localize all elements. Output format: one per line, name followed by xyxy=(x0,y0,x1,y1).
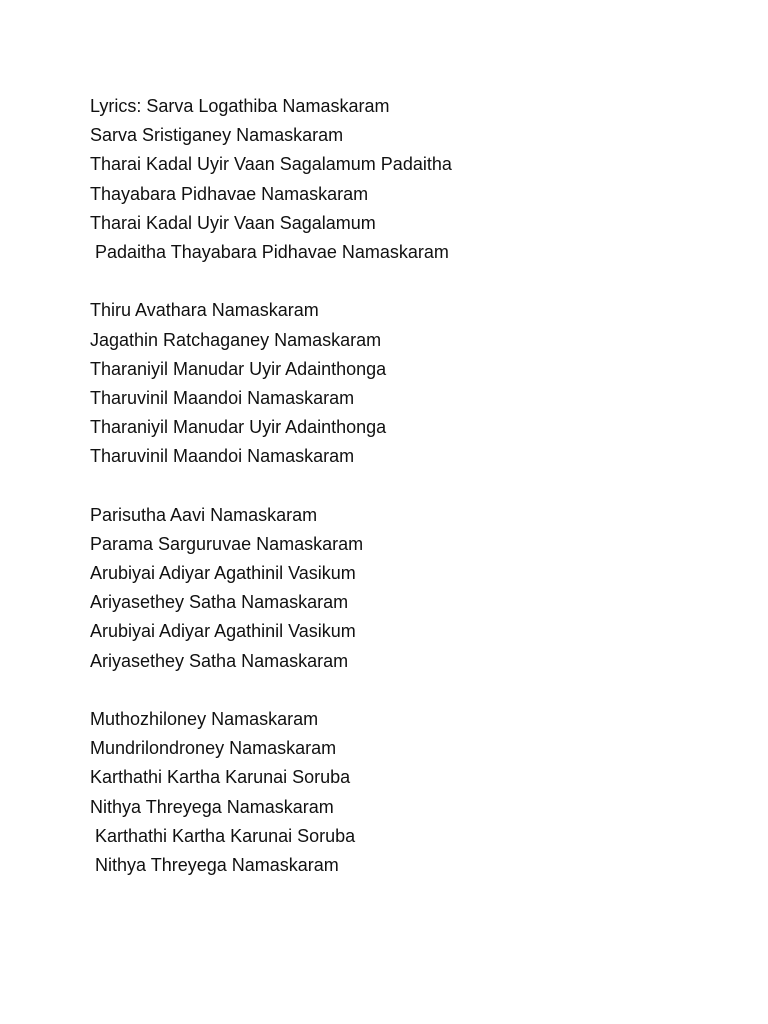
lyric-line: Parisutha Aavi Namaskaram xyxy=(90,504,318,525)
lyric-line: Karthathi Kartha Karunai Soruba xyxy=(90,825,356,846)
lyric-line: Thiru Avathara Namaskaram xyxy=(90,300,319,321)
lyric-line: Parama Sarguruvae Namaskaram xyxy=(90,533,364,554)
stanza-4 xyxy=(90,705,730,880)
stanza-2 xyxy=(90,296,730,471)
lyric-line: Tharaniyil Manudar Uyir Adainthonga xyxy=(90,417,387,438)
lyric-line: Tharuvinil Maandoi Namaskaram xyxy=(90,387,355,408)
lyric-line: Arubiyai Adiyar Agathinil Vasikum xyxy=(90,621,356,642)
lyric-line: Thayabara Pidhavae Namaskaram xyxy=(90,183,369,204)
lyric-line: Tharai Kadal Uyir Vaan Sagalamum xyxy=(90,212,376,233)
lyrics-body xyxy=(90,92,730,909)
lyric-line: Mundrilondroney Namaskaram xyxy=(90,738,337,759)
lyric-line: Lyrics: Sarva Logathiba Namaskaram xyxy=(90,96,390,116)
lyric-line: Ariyasethey Satha Namaskaram xyxy=(90,650,349,671)
lyric-line: Karthathi Kartha Karunai Soruba xyxy=(90,767,351,788)
lyric-line: Muthozhiloney Namaskaram xyxy=(90,708,319,729)
lyric-line: Jagathin Ratchaganey Namaskaram xyxy=(90,329,382,350)
lyric-line: Arubiyai Adiyar Agathinil Vasikum xyxy=(90,563,356,583)
lyric-line: Ariyasethey Satha Namaskaram xyxy=(90,592,349,613)
lyric-line: Tharuvinil Maandoi Namaskaram xyxy=(90,446,355,467)
lyric-line: Tharai Kadal Uyir Vaan Sagalamum Padaitha xyxy=(90,154,452,175)
stanza-1 xyxy=(90,92,730,267)
lyric-line: Tharaniyil Manudar Uyir Adainthonga xyxy=(90,358,387,379)
lyric-line: Nithya Threyega Namaskaram xyxy=(90,854,339,875)
lyric-line: Padaitha Thayabara Pidhavae Namaskaram xyxy=(90,241,449,262)
stanza-3 xyxy=(90,501,730,676)
lyric-line: Sarva Sristiganey Namaskaram xyxy=(90,125,344,146)
lyric-line: Nithya Threyega Namaskaram xyxy=(90,796,334,817)
